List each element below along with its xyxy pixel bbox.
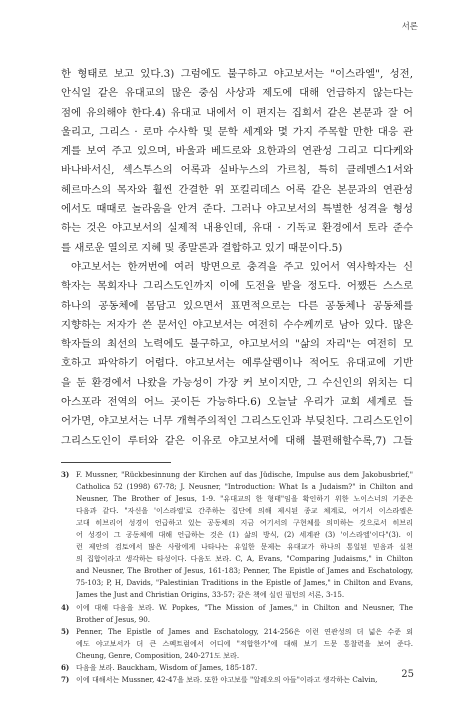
footnote-line: James the Just and Christian Origins, 33-57; 같은 책에 실린 필턴의 서론, 3-15. (76, 590, 345, 600)
body-line: 헤르마스의 목자와 훨씬 간결한 위 포킬리데스 어록 같은 본문과의 연관성 (61, 183, 413, 196)
footnote-text (76, 674, 413, 686)
footnote-line: 이에 대해 다음을 보라. W. Popkes, "The Mission of James," in Chilton and Neusner, The (76, 602, 413, 612)
body-line: 하나의 공동체에 몸담고 있으면서 표면적으로는 다른 공동체나 공동체를 (61, 299, 413, 312)
footnote-line: Neusner, The Brother of Jesus, 1-9. "유대교의 한 형태"임을 확인하기 위한 노이스너의 기준은 (76, 494, 413, 504)
footnote (61, 662, 413, 674)
footnote (61, 674, 413, 686)
footnote-line: Brother of Jesus, 90. (76, 614, 150, 624)
footnote-text (76, 626, 413, 662)
footnote-text (76, 602, 413, 626)
footnote-line: 런 제안의 검토에서 많은 사람에게 나타나는 유일한 문제는 유대교가 하나의 통일된 믿음과 실천 (76, 542, 413, 552)
footnote-line: and Neusner, The Brother of Jesus, 161-183; Penner, The Epistle of James and Eschatology, (76, 566, 413, 576)
footnote-line: F. Mussner, "Rückbesinnung der Kirchen auf das Jüdische, Impulse aus dem Jakobusbrief," (76, 470, 413, 479)
body-line: 을 둔 환경에서 나왔을 가능성이 가장 커 보이지만, 그 수신인의 위치는 디 (61, 376, 413, 389)
body-line: 점에 유의해야 한다.4) 유대교 내에서 이 편지는 집회서 같은 본문과 잘 어 (61, 106, 413, 119)
body-line: 에서도 때때로 놀라움을 안겨 준다. 그러나 야고보서의 특별한 성격을 형성 (61, 203, 413, 216)
footnote-line: 이에 대해서는 Mussner, 42-47을 보라. 또한 야고보를 "알레오의 아들"이라고 생각하는 Calvin, (76, 674, 378, 684)
body-line: 학자들의 최선의 노력에도 불구하고, 야고보서의 "삶의 자리"는 여전히 모 (61, 338, 413, 351)
running-title: 서론 (401, 22, 418, 32)
footnote-text (76, 469, 413, 602)
footnote-number: 6) (61, 662, 70, 672)
footnote-line: 어 성경이 그 공동체에 대해 언급하는 것은 (1) 삶의 방식, (2) 세계관 (3) '이스라엘'이다"(3). 이 (76, 530, 413, 540)
footnote-line: Catholica 52 (1998) 67-78; J. Neusner, "Introduction: What Is a Judaism?" in Chilton and (76, 482, 413, 492)
footnote-line: Cheung, Genre, Composition, 240-271도 보라. (76, 650, 240, 660)
body-line: 를 새로운 열의로 지혜 및 종말론과 결합하고 있기 때문이다.5) (61, 241, 343, 254)
footnote-line: Penner, The Epistle of James and Eschatology, 214-256은 이런 연관성의 더 넓은 수준 외 (76, 626, 413, 636)
running-header (402, 20, 418, 32)
body-line: 호하고 파악하기 어렵다. 야고보서는 예루살렘이나 적어도 유대교에 기반 (61, 357, 413, 370)
footnote-number: 4) (61, 602, 70, 612)
footnote-text (76, 662, 413, 674)
footnote (61, 602, 413, 626)
body-line: 바나바서신, 섹스투스의 어록과 실바누스의 가르침, 특히 클레멘스1서와 (61, 164, 413, 177)
body-line: 한 형태로 보고 있다.3) 그럼에도 불구하고 야고보서는 "이스라엘", 성전, (61, 68, 413, 80)
body-line: 안식일 같은 유대교의 많은 중심 사상과 제도에 대해 언급하지 않는다는 (61, 87, 413, 100)
body-line: 계를 보여 주고 있으며, 바울과 베드로와 요한과의 연관성 그리고 디다케와 (61, 145, 413, 158)
footnote-number: 3) (61, 470, 70, 479)
body-line: 야고보서는 한꺼번에 여러 방면으로 충격을 주고 있어서 역사학자는 신 (71, 260, 413, 273)
body-line: 어가면, 야고보서는 너무 개혁주의적인 그리스도인과 부딪친다. 그리스도인이 (61, 415, 413, 428)
footnote-line: 고대 히브리어 성경이 언급하고 있는 공동체의 지금 여기서의 구현체를 의미하는 것으로서 히브리 (76, 518, 413, 528)
body-line: 학자는 목회자나 그리스도인까지 이에 도전을 받을 정도다. 어쨌든 스스로 (61, 280, 413, 293)
footnote-rule (61, 462, 171, 463)
footnote-line: 의 집합이라고 생각하는 타성이다. 다음도 보라. C, A, Evans, "Comparing Judaisms," in Chilton (76, 554, 413, 564)
page-number: 25 (401, 669, 414, 680)
footnote-line: 75-103; P, H, Davids, "Palestinian Traditions in the Epistle of James," in Chilton and Evans, (76, 578, 413, 588)
main-text (61, 65, 413, 451)
body-line: 지향하는 저자가 쓴 문서인 야고보서는 여전히 수수께끼로 남아 있다. 많은 (61, 318, 413, 331)
footnote-number: 7) (61, 674, 70, 684)
footnote-line: 다음을 보라. Bauckham, Wisdom of James, 185-187. (76, 662, 258, 672)
footnotes (61, 469, 413, 686)
footnote (61, 626, 413, 662)
footnote-number: 5) (61, 626, 70, 636)
body-line: 그리스도인이 루터와 같은 이유로 야고보서에 대해 불편해할수록,7) 그들 (61, 434, 413, 447)
body-line: 하는 것은 야고보서의 실제적 내용인데, 유대 · 기독교 환경에서 토라 준수 (61, 222, 413, 235)
footnote-line: 다음과 같다. "자신을 '이스라엘'로 간주하는 집단에 의해 제시된 종교 체계로, 여기서 이스라엘은 (76, 506, 413, 516)
body-line: 아스포라 전역의 어느 곳이든 가능하다.6) 오늘날 우리가 교회 세계로 들 (61, 396, 413, 409)
body-line: 울리고, 그리스 · 로마 수사학 및 문학 세계와 몇 가지 주목할 만한 대응 관 (61, 125, 413, 138)
footnote (61, 469, 413, 602)
footnote-line: 에도 야고보서가 더 큰 스펙트럼에서 어디에 "적합한가"에 대해 보기 드문 통찰력을 보여 준다. (76, 638, 413, 648)
